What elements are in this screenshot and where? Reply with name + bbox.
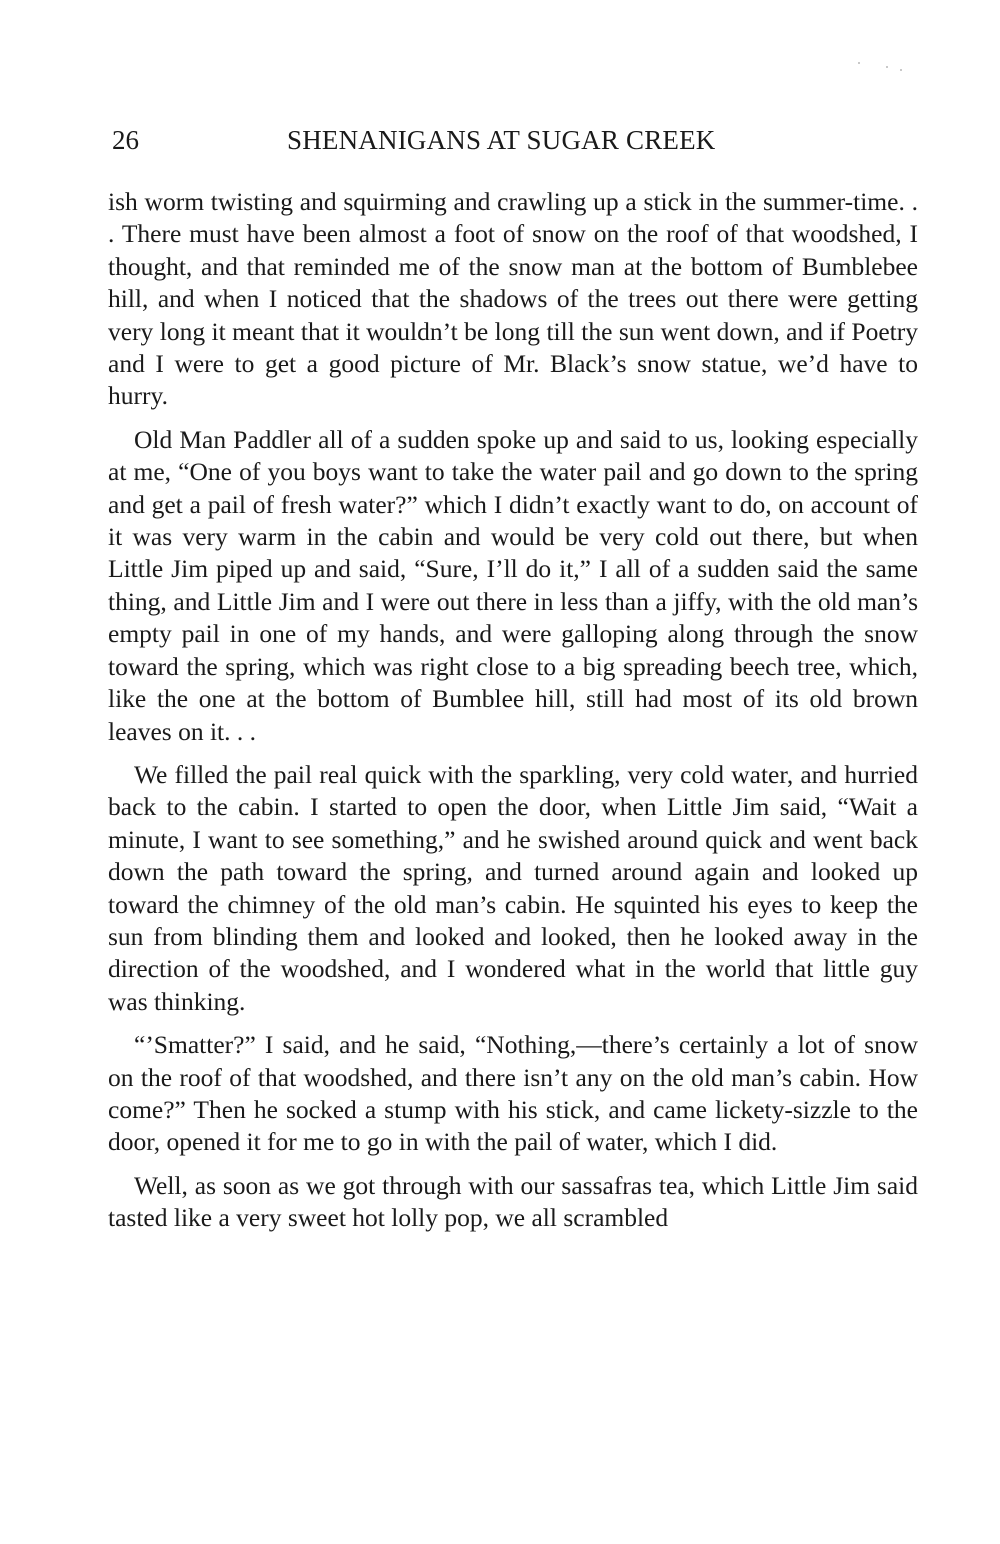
body-text [108, 186, 918, 1235]
paragraph-5: Well, as soon as we got through with our sassafras tea, which Little Jim said tasted like a very sweet hot lolly pop, we all scrambled [108, 1170, 918, 1233]
page-number: 26 [112, 125, 139, 155]
paper-speck [858, 62, 860, 64]
paragraph-4: “’Smatter?” I said, and he said, “Nothing,—there’s certainly a lot of snow on the roof of that woodshed, and there isn’t any on the old man’s cabin. How come?” Then he socked a stump with his stick, and came lickety-sizzle to the door, opened it for me to go in with the pail of water, which I did. [108, 1030, 918, 1157]
running-title: SHENANIGANS AT SUGAR CREEK [287, 125, 716, 155]
paragraph-3: We filled the pail real quick with the sparkling, very cold water, and hurried back to the cabin. I started to open the door, when Little Jim said, “Wait a minute, I want to see something,” and he swished around quick and went back down the path toward the spring, and turned around again and looked up toward the chimney of the old man’s cabin. He squinted his eyes to keep the sun from blinding them and looked and looked, then he looked away in the direction of the woodshed, and I wondered what in the world that little guy was thinking. [108, 759, 918, 1016]
paragraph-1: ish worm twisting and squirming and crawling up a stick in the summer-time. . . There must have been almost a foot of snow on the roof of that woodshed, I thought, and that reminded me of the snow man at the bottom of Bumblebee hill, and when I noticed that the shadows of the trees out there were getting very long it meant that it wouldn’t be long till the sun went down, and if Poetry and I were to get a good picture of Mr. Black’s snow statue, we’d have to hurry. [108, 187, 918, 411]
page-header [112, 120, 922, 160]
paper-speck [900, 69, 902, 71]
paragraph-2: Old Man Paddler all of a sudden spoke up and said to us, looking especially at me, “One of you boys want to take the water pail and go down to the spring and get a pail of fresh water?” which I didn’t exactly want to do, on account of it was very warm in the cabin and would be very cold out there, but when Little Jim piped up and said, “Sure, I’ll do it,” I all of a sudden said the same thing, and Little Jim and I were out there in less than a jiffy, with the old man’s empty pail in one of my hands, and were galloping along through the snow toward the spring, which was right close to a big spreading beech tree, which, like the one at the bottom of Bumblee hill, still had most of its old brown leaves on it. . . [108, 424, 918, 746]
paper-speck [886, 66, 888, 68]
